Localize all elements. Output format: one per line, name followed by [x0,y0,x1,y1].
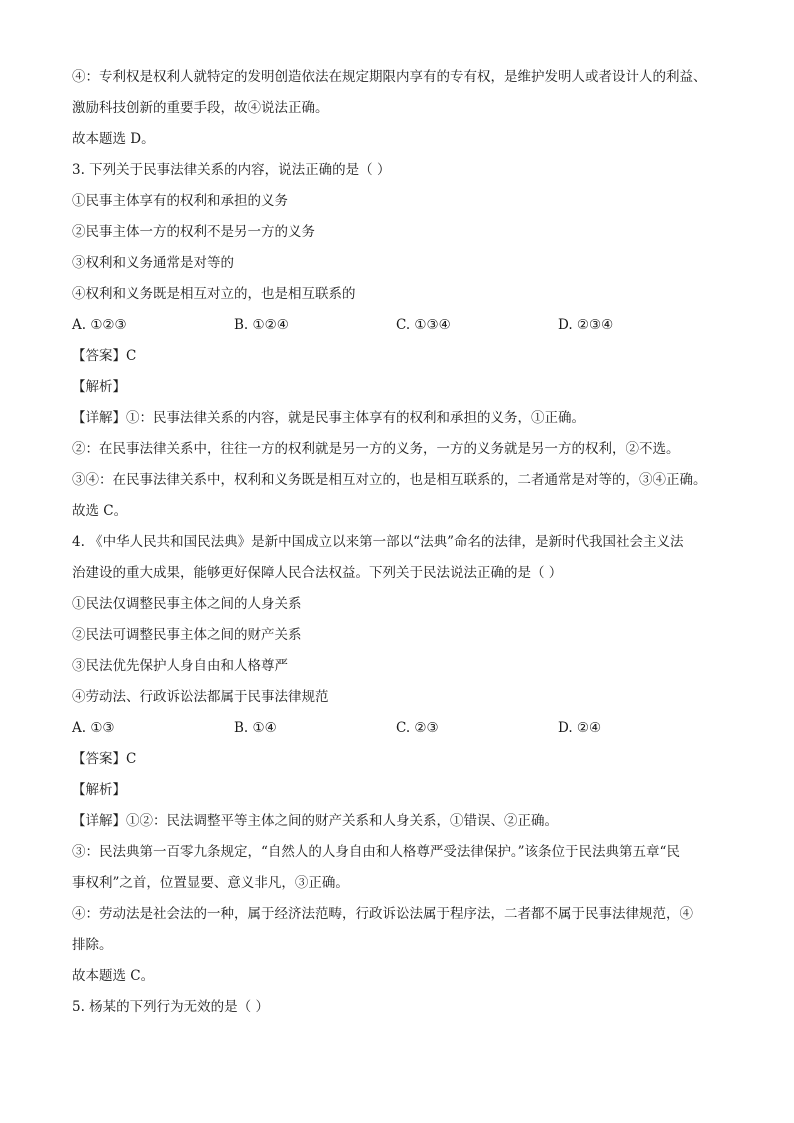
q3-item-3: ③权利和义务通常是对等的 [72,255,234,271]
question-5-stem: 5. 杨某的下列行为无效的是（ ） [72,999,269,1015]
q3-detail-3: ③④：在民事法律关系中，权利和义务既是相互对立的，也是相互联系的，二者通常是对等的，③④正确。 [72,472,707,488]
q4-detail-3-line-2: 排除。 [72,937,113,953]
explanation-line: 激励科技创新的重要手段，故④说法正确。 [72,100,329,116]
q4-item-4: ④劳动法、行政诉讼法都属于民事法律规范 [72,689,329,705]
q3-option-c: C. ①③④ [396,317,451,333]
q3-analysis-heading: 【解析】 [72,379,126,395]
q4-answer: 【答案】C [72,751,137,767]
q4-item-3: ③民法优先保护人身自由和人格尊严 [72,658,288,674]
conclusion-line: 故本题选 D。 [72,131,155,147]
q3-detail-1: 【详解】①：民事法律关系的内容，就是民事主体享有的权利和承担的义务，①正确。 [72,410,585,426]
q3-option-b: B. ①②④ [234,317,289,333]
q4-analysis-heading: 【解析】 [72,782,126,798]
question-4-stem-line-2: 治建设的重大成果，能够更好保障人民合法权益。下列关于民法说法正确的是（ ） [72,565,563,581]
q4-detail-3-line-1: ④：劳动法是社会法的一种，属于经济法范畴，行政诉讼法属于程序法，二者都不属于民事法律规范，④ [72,906,693,922]
q3-option-a: A. ①②③ [72,317,127,333]
q4-option-d: D. ②④ [558,720,602,736]
q3-answer: 【答案】C [72,348,137,364]
q4-options [72,713,732,744]
q4-detail-1: 【详解】①②：民法调整平等主体之间的财产关系和人身关系，①错误、②正确。 [72,813,558,829]
q4-detail-2-line-1: ③：民法典第一百零九条规定，“自然人的人身自由和人格尊严受法律保护。”该条位于民法典第五章“民 [72,844,680,860]
q3-item-1: ①民事主体享有的权利和承担的义务 [72,193,288,209]
q3-options [72,310,732,341]
q3-conclusion: 故选 C。 [72,503,128,519]
explanation-line: ④：专利权是权利人就特定的发明创造依法在规定期限内享有的专有权，是维护发明人或者设计人的利益、 [72,69,707,85]
q4-item-1: ①民法仅调整民事主体之间的人身关系 [72,596,302,612]
document-page [72,62,732,1023]
q4-detail-2-line-2: 事权利”之首，位置显要、意义非凡，③正确。 [72,875,349,891]
q4-option-c: C. ②③ [396,720,439,736]
q3-detail-2: ②：在民事法律关系中，往往一方的权利就是另一方的义务，一方的义务就是另一方的权利，②不选。 [72,441,680,457]
q3-option-d: D. ②③④ [558,317,614,333]
q4-option-b: B. ①④ [234,720,277,736]
q4-conclusion: 故本题选 C。 [72,968,155,984]
q4-option-a: A. ①③ [72,720,115,736]
question-4-stem-line-1: 4. 《中华人民共和国民法典》是新中国成立以来第一部以“法典”命名的法律，是新时代我国社会主义法 [72,534,684,550]
q3-item-4: ④权利和义务既是相互对立的，也是相互联系的 [72,286,356,302]
q3-item-2: ②民事主体一方的权利不是另一方的义务 [72,224,315,240]
q4-item-2: ②民法可调整民事主体之间的财产关系 [72,627,302,643]
question-3-stem: 3. 下列关于民事法律关系的内容，说法正确的是（ ） [72,162,391,178]
